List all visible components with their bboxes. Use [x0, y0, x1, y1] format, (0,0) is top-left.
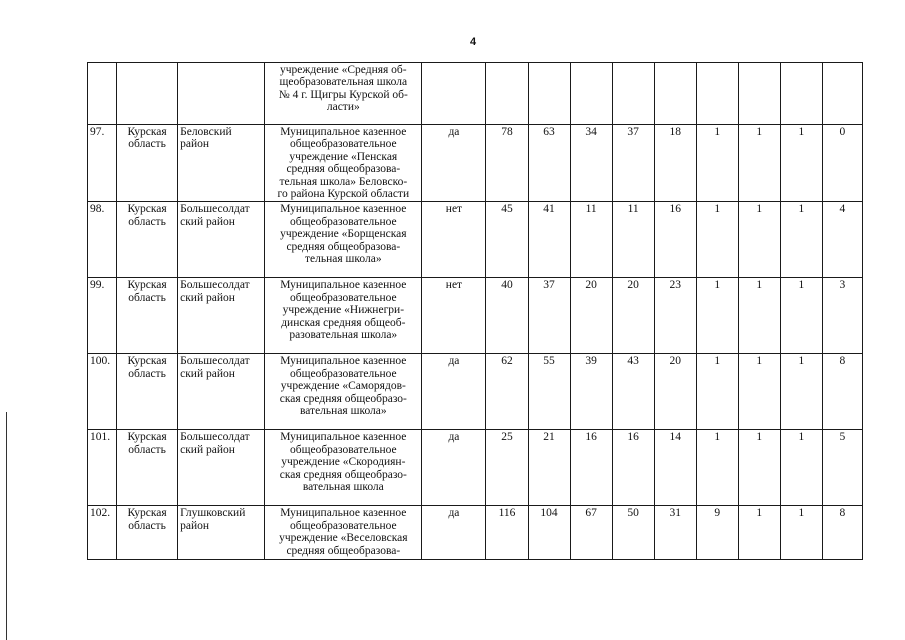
cell-value: 1 [780, 506, 822, 560]
cell-region: Курская область [117, 125, 178, 202]
cell-name: Муниципальное казенное общеобразовательное учреждение «Саморядов- ская средняя общеобразо- вательная школа» [265, 354, 422, 430]
margin-line [6, 412, 7, 640]
cell-district: Глушковский район [178, 506, 265, 560]
cell-value: 1 [696, 202, 738, 278]
table-row [88, 506, 863, 560]
cell-value: 34 [570, 125, 612, 202]
cell-num: 97. [88, 125, 117, 202]
cell-value: да [422, 125, 486, 202]
cell-value [738, 63, 780, 125]
cell-value: 20 [654, 354, 696, 430]
cell-value: 8 [822, 354, 862, 430]
cell-region [117, 63, 178, 125]
cell-value: 1 [738, 202, 780, 278]
cell-value: 55 [528, 354, 570, 430]
cell-value: 16 [612, 430, 654, 506]
table-row [88, 354, 863, 430]
cell-value: 16 [570, 430, 612, 506]
cell-value: 116 [486, 506, 528, 560]
cell-num: 102. [88, 506, 117, 560]
cell-value: да [422, 430, 486, 506]
cell-value [422, 63, 486, 125]
cell-value [822, 63, 862, 125]
cell-value: да [422, 354, 486, 430]
cell-value [696, 63, 738, 125]
cell-value: нет [422, 202, 486, 278]
cell-value: 37 [612, 125, 654, 202]
cell-name: Муниципальное казенное общеобразовательное учреждение «Борщенская средняя общеобразова- тельная школа» [265, 202, 422, 278]
cell-value: 1 [780, 202, 822, 278]
cell-value: 1 [780, 430, 822, 506]
cell-value: 1 [696, 125, 738, 202]
cell-value: 62 [486, 354, 528, 430]
cell-district: Большесолдат ский район [178, 202, 265, 278]
cell-name: Муниципальное казенное общеобразовательное учреждение «Нижнегри- динская средняя общеоб- разовательная школа» [265, 278, 422, 354]
cell-value: 40 [486, 278, 528, 354]
cell-value: 3 [822, 278, 862, 354]
cell-num: 99. [88, 278, 117, 354]
cell-region: Курская область [117, 202, 178, 278]
cell-value: 20 [612, 278, 654, 354]
cell-value: 1 [696, 278, 738, 354]
cell-region: Курская область [117, 354, 178, 430]
cell-value: 78 [486, 125, 528, 202]
cell-district: Беловский район [178, 125, 265, 202]
cell-value: 25 [486, 430, 528, 506]
table-row [88, 430, 863, 506]
page-number: 4 [469, 36, 477, 48]
cell-value: 1 [738, 125, 780, 202]
cell-value: 14 [654, 430, 696, 506]
cell-value [570, 63, 612, 125]
cell-value: 18 [654, 125, 696, 202]
cell-value: 1 [696, 430, 738, 506]
cell-value: 20 [570, 278, 612, 354]
cell-value: 63 [528, 125, 570, 202]
cell-value: 11 [612, 202, 654, 278]
table-row [88, 278, 863, 354]
schools-table [87, 62, 863, 560]
cell-num: 98. [88, 202, 117, 278]
cell-value: 41 [528, 202, 570, 278]
cell-value: 50 [612, 506, 654, 560]
cell-value [528, 63, 570, 125]
cell-value: 5 [822, 430, 862, 506]
cell-value: 45 [486, 202, 528, 278]
cell-value: 1 [738, 354, 780, 430]
cell-value: 1 [738, 506, 780, 560]
cell-district: Большесолдат ский район [178, 354, 265, 430]
cell-value: 0 [822, 125, 862, 202]
cell-region: Курская область [117, 506, 178, 560]
cell-value: да [422, 506, 486, 560]
cell-value: 8 [822, 506, 862, 560]
table-body [88, 63, 863, 560]
cell-value: 11 [570, 202, 612, 278]
cell-value: 1 [738, 430, 780, 506]
cell-num: 101. [88, 430, 117, 506]
cell-name: Муниципальное казенное общеобразовательное учреждение «Пенская средняя общеобразова- тельная школа» Беловско- го района Курской области [265, 125, 422, 202]
cell-region: Курская область [117, 278, 178, 354]
cell-district [178, 63, 265, 125]
cell-value: 43 [612, 354, 654, 430]
table-row [88, 125, 863, 202]
cell-value: 1 [738, 278, 780, 354]
cell-value [780, 63, 822, 125]
cell-value: 39 [570, 354, 612, 430]
cell-value: 9 [696, 506, 738, 560]
cell-value: 37 [528, 278, 570, 354]
cell-region: Курская область [117, 430, 178, 506]
cell-num [88, 63, 117, 125]
cell-district: Большесолдат ский район [178, 278, 265, 354]
cell-value: 1 [780, 354, 822, 430]
cell-name: учреждение «Средняя об- щеобразовательная школа № 4 г. Щигры Курской об- ласти» [265, 63, 422, 125]
cell-value: 104 [528, 506, 570, 560]
cell-value: 21 [528, 430, 570, 506]
cell-num: 100. [88, 354, 117, 430]
cell-value: 4 [822, 202, 862, 278]
table-row-continuation [88, 63, 863, 125]
cell-value: нет [422, 278, 486, 354]
cell-value [654, 63, 696, 125]
cell-value: 16 [654, 202, 696, 278]
table-row [88, 202, 863, 278]
cell-district: Большесолдат ский район [178, 430, 265, 506]
cell-name: Муниципальное казенное общеобразовательное учреждение «Скородиян- ская средняя общеобразо- вательная школа [265, 430, 422, 506]
cell-value: 1 [696, 354, 738, 430]
cell-value: 1 [780, 125, 822, 202]
cell-value: 23 [654, 278, 696, 354]
cell-value [612, 63, 654, 125]
cell-name: Муниципальное казенное общеобразовательное учреждение «Веселовская средняя общеобразова- [265, 506, 422, 560]
cell-value: 31 [654, 506, 696, 560]
cell-value: 1 [780, 278, 822, 354]
cell-value [486, 63, 528, 125]
cell-value: 67 [570, 506, 612, 560]
